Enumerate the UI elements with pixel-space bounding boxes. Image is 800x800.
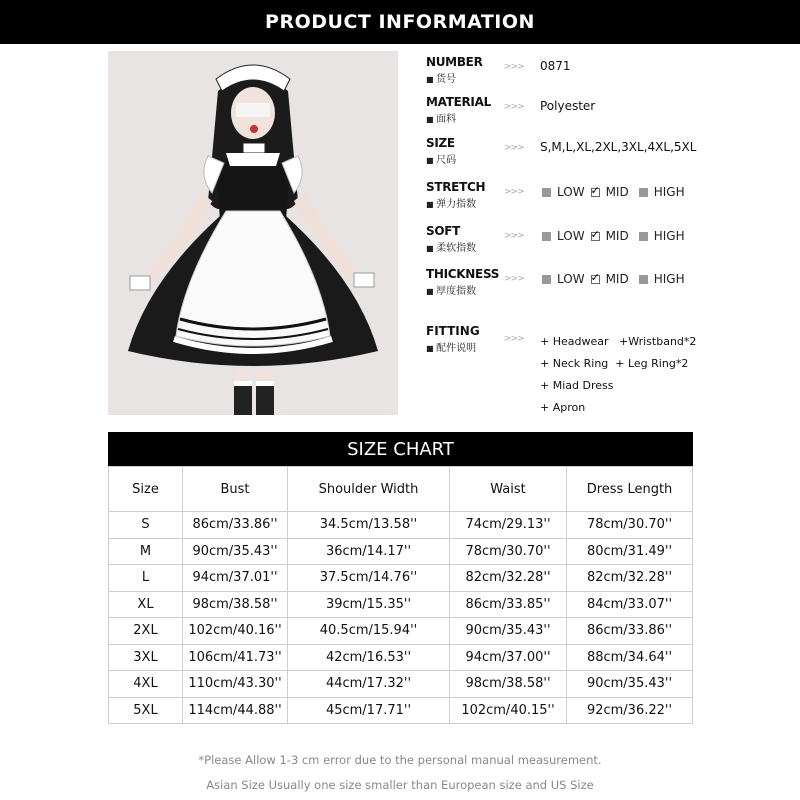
table-cell: 3XL (109, 644, 183, 671)
measurement-note: *Please Allow 1-3 cm error due to the personal manual measurement. (198, 753, 602, 767)
table-cell: 2XL (109, 618, 183, 645)
table-cell: 82cm/32.28'' (567, 565, 693, 592)
mid-check-icon (591, 188, 600, 197)
table-cell: 82cm/32.28'' (450, 565, 567, 592)
spec-label-en: THICKNESS (426, 267, 500, 281)
fitting-item: + Apron (540, 401, 586, 414)
table-cell: 78cm/30.70'' (567, 512, 693, 539)
table-cell: 92cm/36.22'' (567, 697, 693, 724)
table-cell: 39cm/15.35'' (288, 591, 450, 618)
soft-scale (540, 229, 685, 243)
thickness-scale (540, 272, 685, 286)
spec-label-cn: ■ 货号 (426, 70, 456, 85)
table-cell: 86cm/33.85'' (450, 591, 567, 618)
column-header: Bust (183, 467, 288, 512)
table-cell: 102cm/40.15'' (450, 697, 567, 724)
table-cell: 5XL (109, 697, 183, 724)
table-cell: S (109, 512, 183, 539)
size-chart-title: SIZE CHART (108, 432, 693, 466)
table-cell: XL (109, 591, 183, 618)
column-header: Dress Length (567, 467, 693, 512)
column-header: Size (109, 467, 183, 512)
spec-stretch (426, 180, 786, 210)
spec-value: Polyester (540, 99, 596, 113)
product-information-banner: PRODUCT INFORMATION (0, 0, 800, 44)
table-cell: 90cm/35.43'' (450, 618, 567, 645)
mid-check-icon (591, 275, 600, 284)
spec-label-en: STRETCH (426, 180, 486, 194)
table-cell: 88cm/34.64'' (567, 644, 693, 671)
scale-high-label: HIGH (653, 185, 685, 199)
scale-low-label: LOW (557, 185, 585, 199)
column-header: Waist (450, 467, 567, 512)
spec-label-cn: ■ 厚度指数 (426, 282, 476, 297)
high-box-icon (639, 188, 648, 197)
table-cell: M (109, 538, 183, 565)
scale-high-label: HIGH (653, 272, 685, 286)
table-cell: 40.5cm/15.94'' (288, 618, 450, 645)
table-cell: 90cm/35.43'' (183, 538, 288, 565)
spec-label-en: NUMBER (426, 55, 483, 69)
spec-label-cn: ■ 弹力指数 (426, 195, 476, 210)
table-cell: 102cm/40.16'' (183, 618, 288, 645)
spec-label-en: SIZE (426, 136, 455, 150)
table-row (109, 565, 693, 592)
scale-mid-label: MID (605, 185, 629, 199)
table-cell: 34.5cm/13.58'' (288, 512, 450, 539)
table-row (109, 618, 693, 645)
product-photo (108, 51, 398, 415)
spec-number (426, 55, 786, 85)
spec-size (426, 136, 786, 166)
table-cell: L (109, 565, 183, 592)
arrow-indicator: >>> (504, 274, 524, 284)
low-box-icon (542, 188, 551, 197)
table-cell: 86cm/33.86'' (183, 512, 288, 539)
table-cell: 45cm/17.71'' (288, 697, 450, 724)
spec-label-cn: ■ 尺码 (426, 151, 456, 166)
spec-label-en: SOFT (426, 224, 461, 238)
spec-label-en: MATERIAL (426, 95, 491, 109)
table-cell: 86cm/33.86'' (567, 618, 693, 645)
scale-high-label: HIGH (653, 229, 685, 243)
table-cell: 80cm/31.49'' (567, 538, 693, 565)
scale-mid-label: MID (605, 272, 629, 286)
table-cell: 4XL (109, 671, 183, 698)
table-row (109, 671, 693, 698)
table-header-row (109, 467, 693, 512)
table-cell: 42cm/16.53'' (288, 644, 450, 671)
table-cell: 36cm/14.17'' (288, 538, 450, 565)
spec-label-en: FITTING (426, 324, 480, 338)
spec-value: 0871 (540, 59, 571, 73)
high-box-icon (639, 232, 648, 241)
table-cell: 114cm/44.88'' (183, 697, 288, 724)
arrow-indicator: >>> (504, 102, 524, 112)
table-cell: 44cm/17.32'' (288, 671, 450, 698)
arrow-indicator: >>> (504, 187, 524, 197)
spec-label-cn: ■ 面料 (426, 110, 456, 125)
table-row (109, 591, 693, 618)
low-box-icon (542, 232, 551, 241)
table-row (109, 512, 693, 539)
arrow-indicator: >>> (504, 62, 524, 72)
size-chart-table (108, 466, 693, 724)
table-cell: 98cm/38.58'' (183, 591, 288, 618)
arrow-indicator: >>> (504, 334, 524, 344)
low-box-icon (542, 275, 551, 284)
asian-size-note: Asian Size Usually one size smaller than European size and US Size (206, 778, 594, 792)
scale-low-label: LOW (557, 272, 585, 286)
table-cell: 94cm/37.01'' (183, 565, 288, 592)
table-row (109, 538, 693, 565)
table-row (109, 644, 693, 671)
mid-check-icon (591, 232, 600, 241)
table-cell: 78cm/30.70'' (450, 538, 567, 565)
high-box-icon (639, 275, 648, 284)
fitting-item: + Neck Ring + Leg Ring*2 (540, 357, 689, 370)
spec-fitting (426, 324, 524, 354)
table-cell: 74cm/29.13'' (450, 512, 567, 539)
fitting-list (540, 331, 696, 419)
spec-value: S,M,L,XL,2XL,3XL,4XL,5XL (540, 140, 697, 154)
arrow-indicator: >>> (504, 231, 524, 241)
table-cell: 110cm/43.30'' (183, 671, 288, 698)
table-cell: 98cm/38.58'' (450, 671, 567, 698)
spec-label-cn: ■ 配件说明 (426, 339, 480, 354)
scale-low-label: LOW (557, 229, 585, 243)
stretch-scale (540, 185, 685, 199)
fitting-item: + Miad Dress (540, 379, 614, 392)
table-row (109, 697, 693, 724)
scale-mid-label: MID (605, 229, 629, 243)
table-cell: 90cm/35.43'' (567, 671, 693, 698)
spec-material (426, 95, 786, 125)
spec-soft (426, 224, 786, 254)
fitting-item: + Headwear +Wristband*2 (540, 335, 697, 348)
table-cell: 106cm/41.73'' (183, 644, 288, 671)
table-cell: 84cm/33.07'' (567, 591, 693, 618)
spec-thickness (426, 267, 786, 297)
spec-label-cn: ■ 柔软指数 (426, 239, 476, 254)
maid-dress-illustration (108, 51, 398, 415)
table-cell: 37.5cm/14.76'' (288, 565, 450, 592)
table-cell: 94cm/37.00'' (450, 644, 567, 671)
column-header: Shoulder Width (288, 467, 450, 512)
arrow-indicator: >>> (504, 143, 524, 153)
